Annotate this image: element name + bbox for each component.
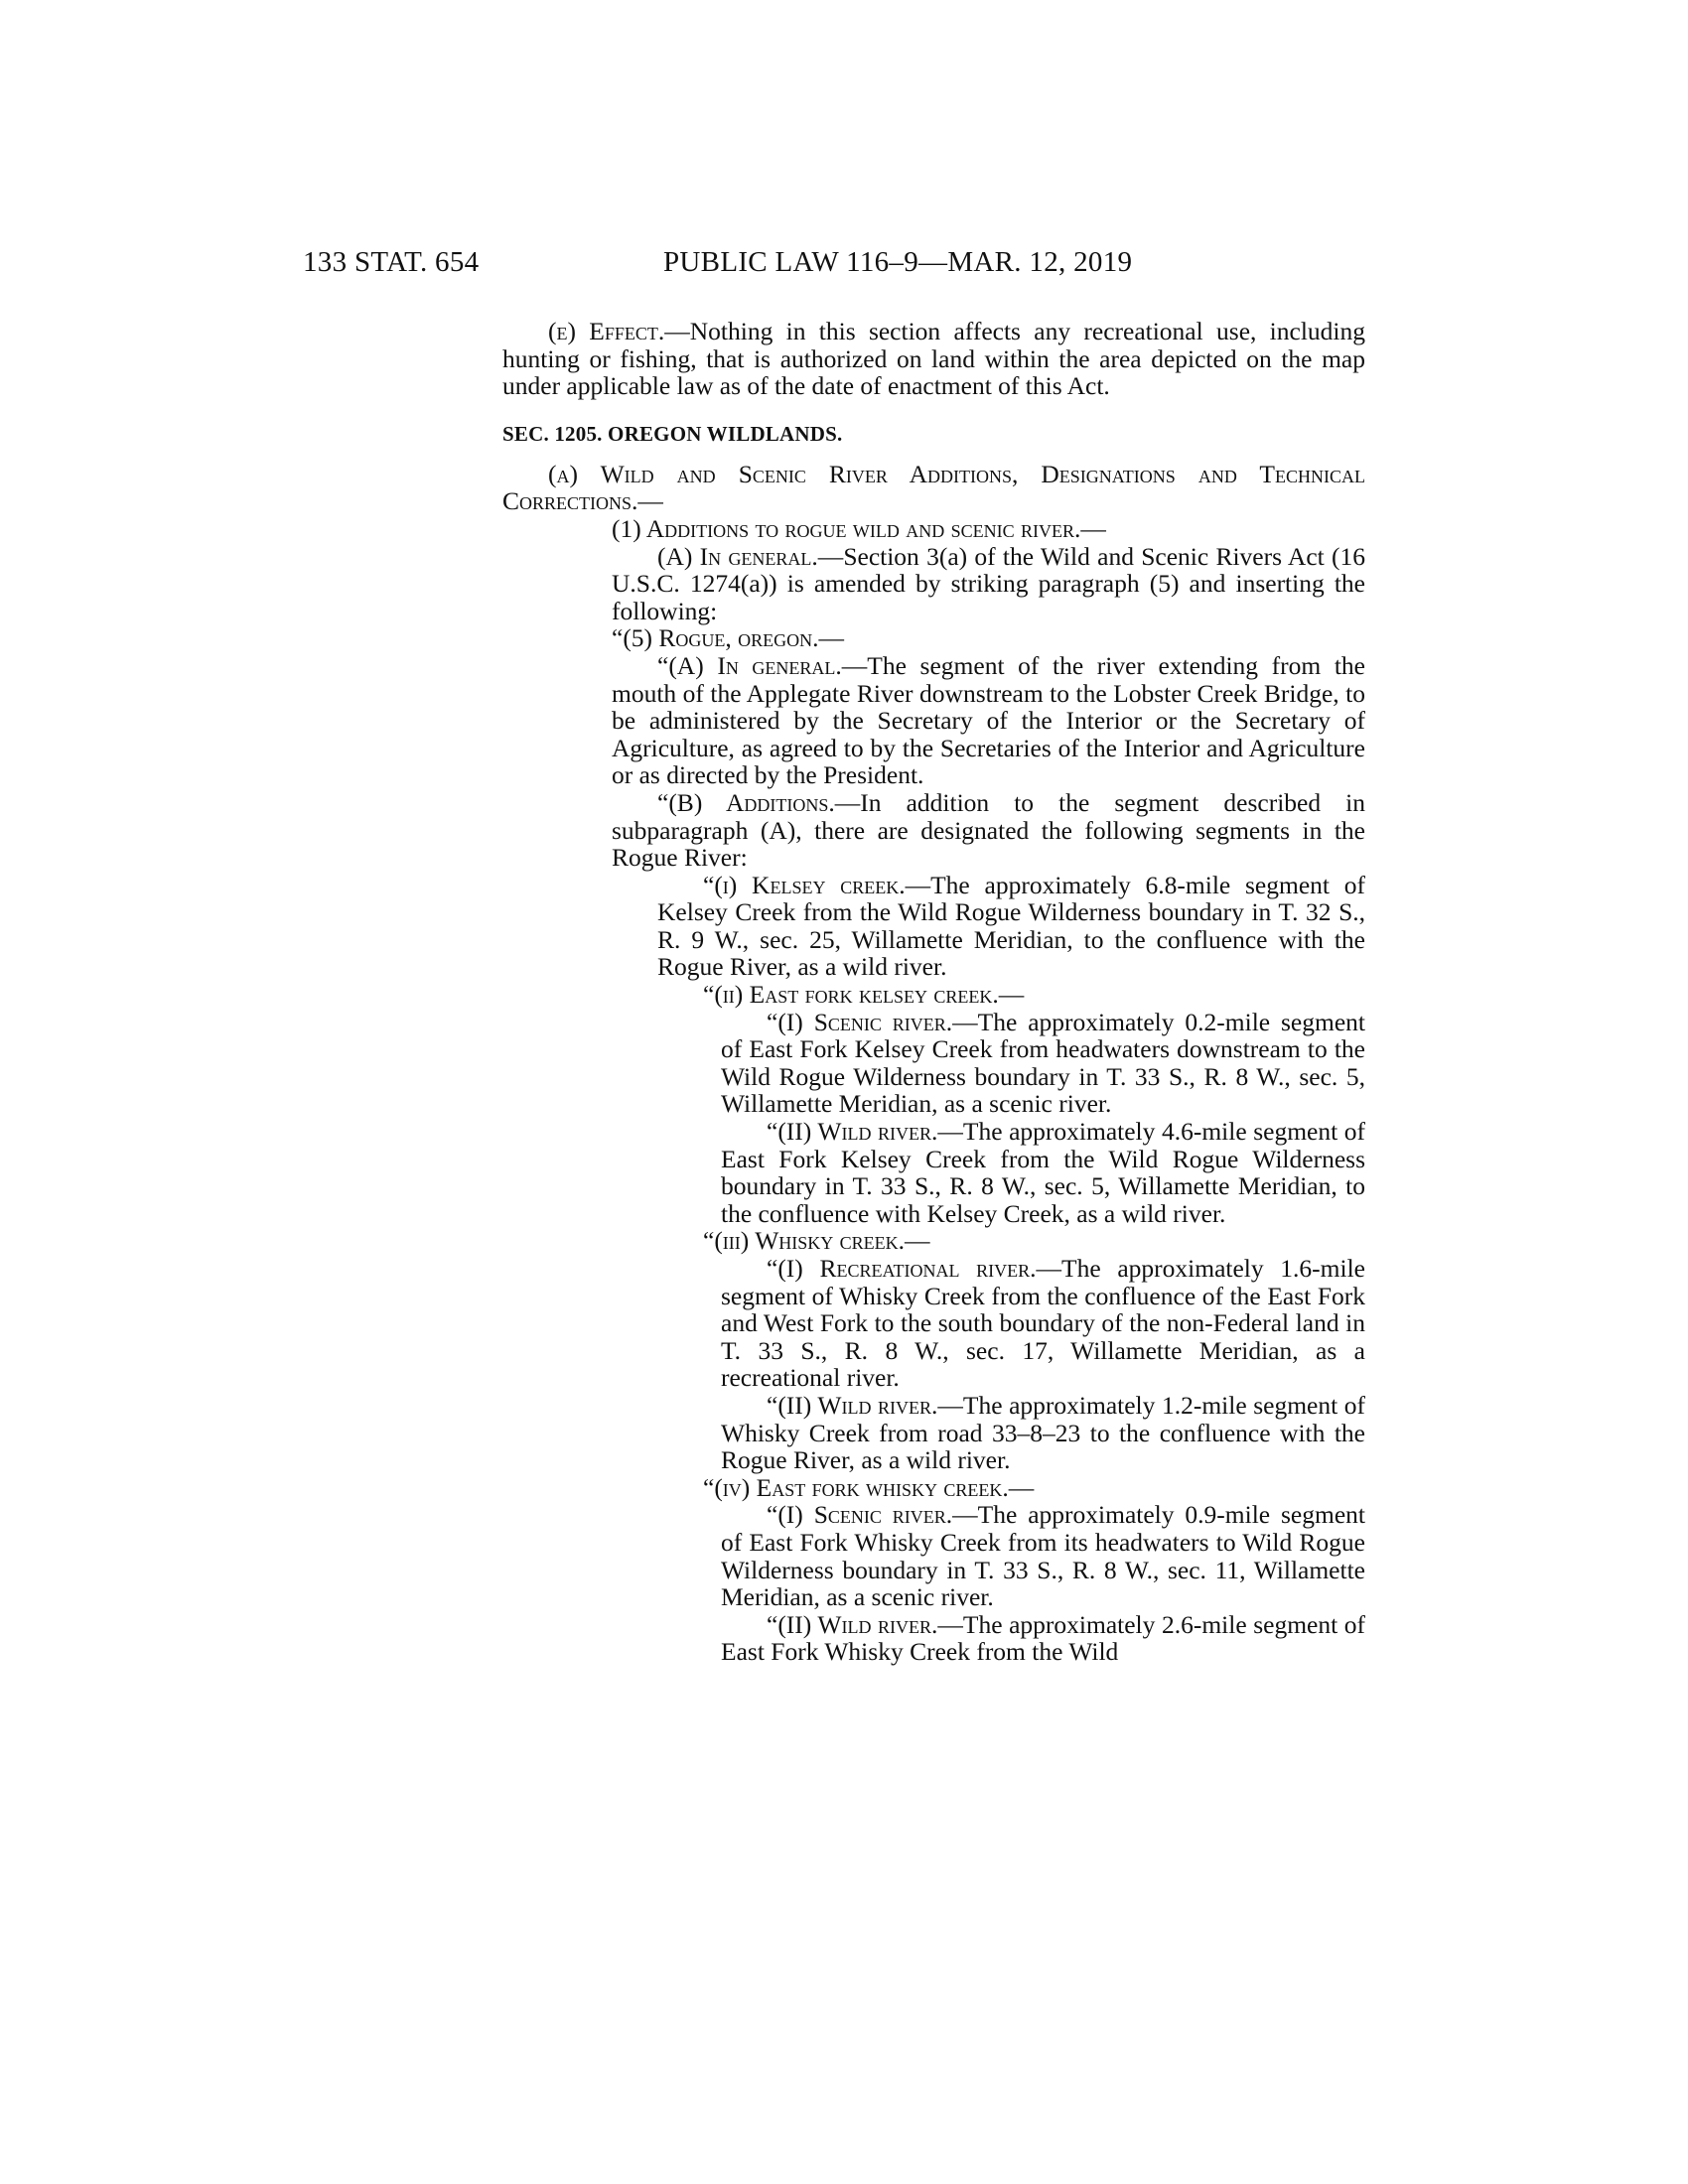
subsection-e-label: (e) Effect.— <box>548 317 690 345</box>
east-fork-kelsey-heading <box>502 981 1365 1009</box>
whisky-creek-I-label: “(I) Recreational river.— <box>767 1254 1062 1283</box>
section-heading: SEC. 1205. OREGON WILDLANDS. <box>502 421 843 446</box>
east-fork-whisky-II-label: “(II) Wild river.— <box>767 1609 963 1639</box>
whisky-creek-I-text: The approximately 1.6-mile segment of Whisky Creek from the confluence of the East Fork and West Fork to the south boundary of the non-Federal land in T. 33 S., R. 8 W., sec. 17, Willamette Meridian, as a recreational river. <box>721 1254 1365 1393</box>
document-body <box>502 318 1365 1666</box>
whisky-creek-label: “(iii) Whisky creek.— <box>703 1226 930 1256</box>
rogue-A <box>502 652 1365 789</box>
rogue-B-label: “(B) Additions.— <box>657 787 861 817</box>
whisky-creek-I <box>502 1255 1365 1392</box>
east-fork-whisky-I-label: “(I) Scenic river.— <box>767 1500 978 1530</box>
east-fork-whisky-I-text: The approximately 0.9-mile segment of East Fork Whisky Creek from its headwaters to Wild Rogue Wilderness boundary in T. 33 S., R. 8 W., sec. 11, Willamette Meridian, as a scenic river. <box>721 1500 1365 1612</box>
page-header <box>0 246 1688 286</box>
paragraph-1-label: (1) Additions to rogue wild and scenic river.— <box>612 513 1106 543</box>
east-fork-kelsey-I-text: The approximately 0.2-mile segment of East Fork Kelsey Creek from headwaters downstream to the Wild Rogue Wilderness boundary in T. 33 S., R. 8 W., sec. 5, Willamette Meridian, as a scenic river. <box>721 1007 1365 1119</box>
whisky-creek-II-text: The approximately 1.2-mile segment of Whisky Creek from road 33–8–23 to the confluence with the Rogue River, as a wild river. <box>721 1390 1365 1475</box>
rogue-A-text: The segment of the river extending from the mouth of the Applegate River downstream to the Lobster Creek Bridge, to be administered by the Secretary of the Interior or the Secretary of Agriculture, as agreed to by the Secretaries of the Interior and Agriculture or as directed by the President. <box>612 650 1365 790</box>
subsection-e-text: Nothing in this section affects any recreational use, including hunting or fishing, that is authorized on land within the area depicted on the map under applicable law as of the date of enactment of this Act. <box>502 317 1366 401</box>
subsection-a-label: (a) Wild and Scenic River Additions, Designations and Technical Corrections.— <box>502 459 1365 516</box>
rogue-label: “(5) Rogue, oregon.— <box>612 623 845 653</box>
whisky-creek-II-label: “(II) Wild river.— <box>767 1390 963 1420</box>
east-fork-whisky-heading <box>502 1474 1365 1502</box>
kelsey-creek <box>502 872 1365 981</box>
rogue-B <box>502 789 1365 872</box>
paragraph-1-A-text: Section 3(a) of the Wild and Scenic Rivers Act (16 U.S.C. 1274(a)) is amended by striking paragraph (5) and inserting the following: <box>612 541 1365 625</box>
east-fork-whisky-II <box>502 1611 1365 1666</box>
east-fork-whisky-II-text: The approximately 2.6-mile segment of East Fork Whisky Creek from the Wild <box>721 1609 1365 1667</box>
east-fork-kelsey-I-label: “(I) Scenic river.— <box>767 1007 978 1036</box>
east-fork-kelsey-II <box>502 1118 1365 1227</box>
kelsey-creek-label: “(i) Kelsey creek.— <box>703 870 931 899</box>
public-law-title: PUBLIC LAW 116–9—MAR. 12, 2019 <box>663 246 1133 278</box>
east-fork-kelsey-I <box>502 1009 1365 1118</box>
paragraph-1-A-label: (A) In general.— <box>657 541 844 571</box>
whisky-creek-heading <box>502 1227 1365 1255</box>
east-fork-kelsey-II-label: “(II) Wild river.— <box>767 1117 963 1147</box>
subsection-a-heading <box>502 461 1365 515</box>
east-fork-whisky-label: “(iv) East fork whisky creek.— <box>703 1472 1035 1502</box>
east-fork-kelsey-label: “(ii) East fork kelsey creek.— <box>703 980 1025 1010</box>
subsection-e-effect <box>502 318 1365 400</box>
paragraph-1-heading <box>502 515 1365 543</box>
statute-citation: 133 STAT. 654 <box>303 246 480 278</box>
rogue-A-label: “(A) In general.— <box>657 650 868 680</box>
rogue-B-text: In addition to the segment described in subparagraph (A), there are designated the following segments in the Rogue River: <box>612 787 1366 873</box>
kelsey-creek-text: The approximately 6.8-mile segment of Kelsey Creek from the Wild Rogue Wilderness boundary in T. 32 S., R. 9 W., sec. 25, Willamette Meridian, to the confluence with the Rogue River, as a wild river. <box>657 870 1365 982</box>
whisky-creek-II <box>502 1392 1365 1474</box>
paragraph-1-A <box>502 543 1365 625</box>
east-fork-whisky-I <box>502 1501 1365 1610</box>
east-fork-kelsey-II-text: The approximately 4.6-mile segment of East Fork Kelsey Creek from the Wild Rogue Wilderness boundary in T. 33 S., R. 8 W., sec. 5, Willamette Meridian, to the confluence with Kelsey Creek, as a wild river. <box>721 1117 1365 1228</box>
rogue-heading <box>502 624 1365 652</box>
